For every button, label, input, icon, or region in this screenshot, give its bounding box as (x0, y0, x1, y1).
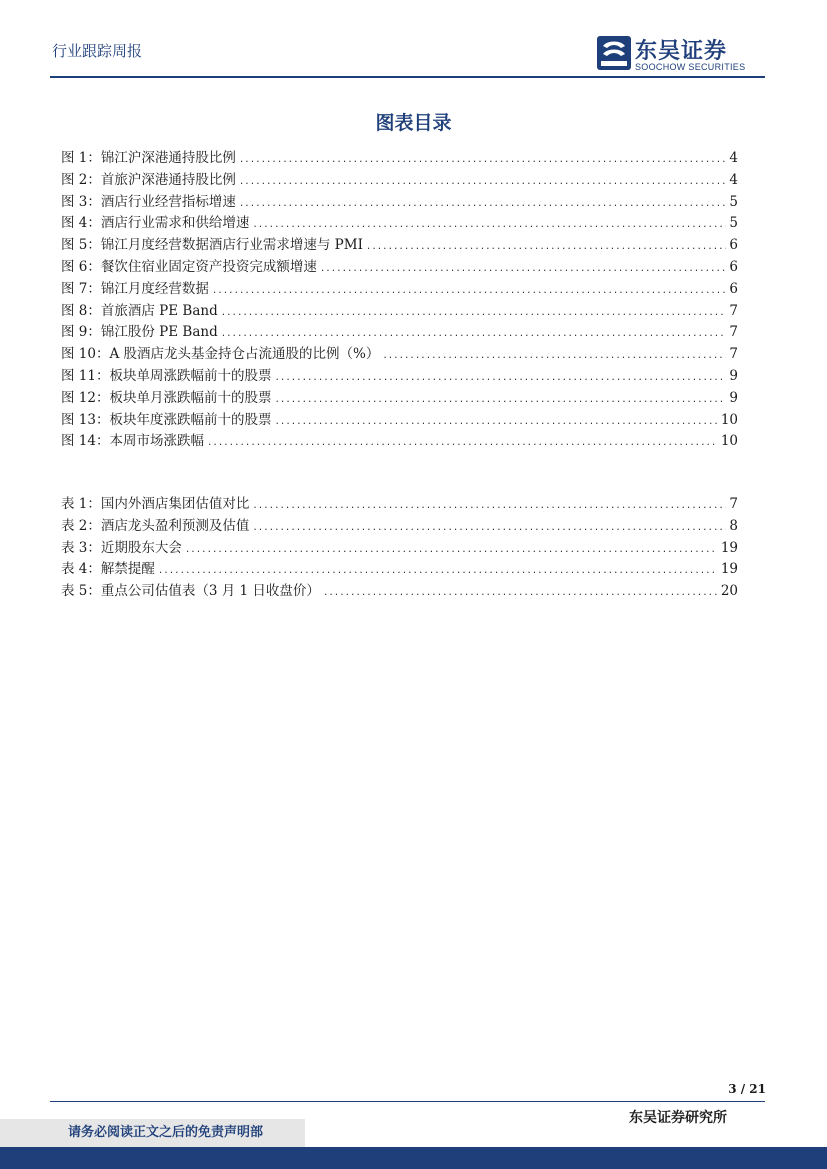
scs-logo-icon (597, 36, 631, 70)
toc-entry-label: 图 4：酒店行业需求和供给增速 (61, 215, 250, 232)
toc-leader (323, 588, 718, 598)
toc-entry-label: 图 12：板块单月涨跌幅前十的股票 (61, 389, 272, 406)
toc-entry-label: 图 5：锦江月度经营数据酒店行业需求增速与 PMI (61, 237, 363, 254)
toc-entry-label: 图 13：板块年度涨跌幅前十的股票 (61, 411, 272, 428)
toc-entry-page: 7 (729, 302, 738, 319)
toc-entry-page: 6 (729, 237, 738, 254)
page-title: 图表目录 (375, 112, 452, 134)
toc-leader (207, 438, 718, 448)
toc-entry[interactable] (61, 342, 738, 364)
toc-entry-label: 图 14：本周市场涨跌幅 (61, 433, 204, 450)
logo-english-name: SOOCHOW SECURITIES (635, 62, 746, 72)
toc-entry-label: 图 9：锦江股份 PE Band (61, 324, 218, 341)
toc-entry-page: 8 (729, 517, 738, 534)
toc-entry-label: 表 3：近期股东大会 (61, 539, 182, 556)
toc-leader (320, 264, 727, 274)
toc-entry[interactable] (61, 277, 738, 299)
tables-toc (61, 492, 738, 601)
toc-entry-label: 图 6：餐饮住宿业固定资产投资完成额增速 (61, 258, 317, 275)
toc-entry-page: 5 (729, 193, 738, 210)
header-report-type: 行业跟踪周报 (52, 42, 143, 60)
toc-entry[interactable] (61, 190, 738, 212)
toc-leader (185, 545, 718, 555)
toc-entry-label: 表 5：重点公司估值表（3 月 1 日收盘价） (61, 583, 320, 600)
toc-entry-label: 表 4：解禁提醒 (61, 561, 155, 578)
toc-entry-page: 5 (729, 215, 738, 232)
toc-entry-page: 19 (720, 561, 738, 578)
toc-entry[interactable] (61, 364, 738, 386)
brand-logo (597, 36, 767, 74)
toc-entry-page: 6 (729, 280, 738, 297)
toc-entry[interactable] (61, 579, 738, 601)
toc-leader (221, 329, 727, 339)
toc-entry-label: 表 2：酒店龙头盈利预测及估值 (61, 517, 250, 534)
bottom-brand-band (0, 1147, 827, 1169)
toc-entry-label: 图 1：锦江沪深港通持股比例 (61, 150, 236, 166)
toc-entry-label: 图 3：酒店行业经营指标增速 (61, 193, 236, 210)
toc-entry[interactable] (61, 408, 738, 430)
toc-leader (221, 308, 727, 318)
toc-entry[interactable] (61, 514, 738, 536)
toc-entry[interactable] (61, 168, 738, 190)
toc-leader (252, 523, 726, 533)
toc-entry[interactable] (61, 386, 738, 408)
toc-entry-page: 10 (720, 433, 738, 450)
toc-leader (252, 501, 726, 511)
page-number: 3 / 21 (728, 1082, 766, 1096)
toc-entry-label: 图 2：首旅沪深港通持股比例 (61, 171, 236, 188)
toc-entry-label: 图 7：锦江月度经营数据 (61, 280, 209, 297)
toc-entry[interactable] (61, 211, 738, 233)
toc-entry[interactable] (61, 492, 738, 514)
toc-entry-page: 4 (729, 150, 738, 166)
toc-entry-label: 表 1：国内外酒店集团估值对比 (61, 496, 250, 512)
toc-entry-page: 19 (720, 539, 738, 556)
disclaimer-banner: 请务必阅读正文之后的免责声明部 (0, 1119, 305, 1147)
toc-leader (239, 177, 727, 187)
toc-leader (382, 351, 726, 361)
footer-rule (50, 1101, 765, 1102)
toc-entry-label: 图 8：首旅酒店 PE Band (61, 302, 218, 319)
toc-entry-label: 图 11：板块单周涨跌幅前十的股票 (61, 367, 272, 384)
toc-entry-page: 4 (729, 171, 738, 188)
toc-leader (158, 566, 718, 576)
toc-entry-page: 7 (729, 496, 738, 512)
toc-entry-page: 7 (729, 346, 738, 363)
toc-leader (239, 199, 727, 209)
footer-org-name: 东吴证券研究所 (629, 1110, 727, 1126)
toc-leader (366, 242, 726, 252)
toc-leader (212, 286, 727, 296)
toc-entry-label: 图 10：A 股酒店龙头基金持仓占流通股的比例（%） (61, 346, 380, 363)
toc-entry[interactable] (61, 299, 738, 321)
toc-entry[interactable] (61, 429, 738, 451)
header-rule (50, 76, 765, 78)
figures-toc (61, 146, 738, 451)
toc-leader (274, 373, 726, 383)
toc-entry-page: 9 (729, 367, 738, 384)
toc-entry[interactable] (61, 557, 738, 579)
toc-entry[interactable] (61, 146, 738, 168)
toc-entry[interactable] (61, 255, 738, 277)
toc-entry-page: 9 (729, 389, 738, 406)
toc-leader (274, 417, 717, 427)
toc-entry[interactable] (61, 233, 738, 255)
toc-entry-page: 6 (729, 258, 738, 275)
toc-leader (239, 155, 727, 165)
logo-chinese-name: 东吴证券 (635, 39, 728, 64)
toc-leader (274, 395, 726, 405)
toc-entry[interactable] (61, 320, 738, 342)
toc-entry-page: 10 (720, 411, 738, 428)
toc-entry[interactable] (61, 536, 738, 558)
toc-entry-page: 7 (729, 324, 738, 341)
toc-leader (252, 220, 726, 230)
toc-entry-page: 20 (720, 583, 738, 600)
